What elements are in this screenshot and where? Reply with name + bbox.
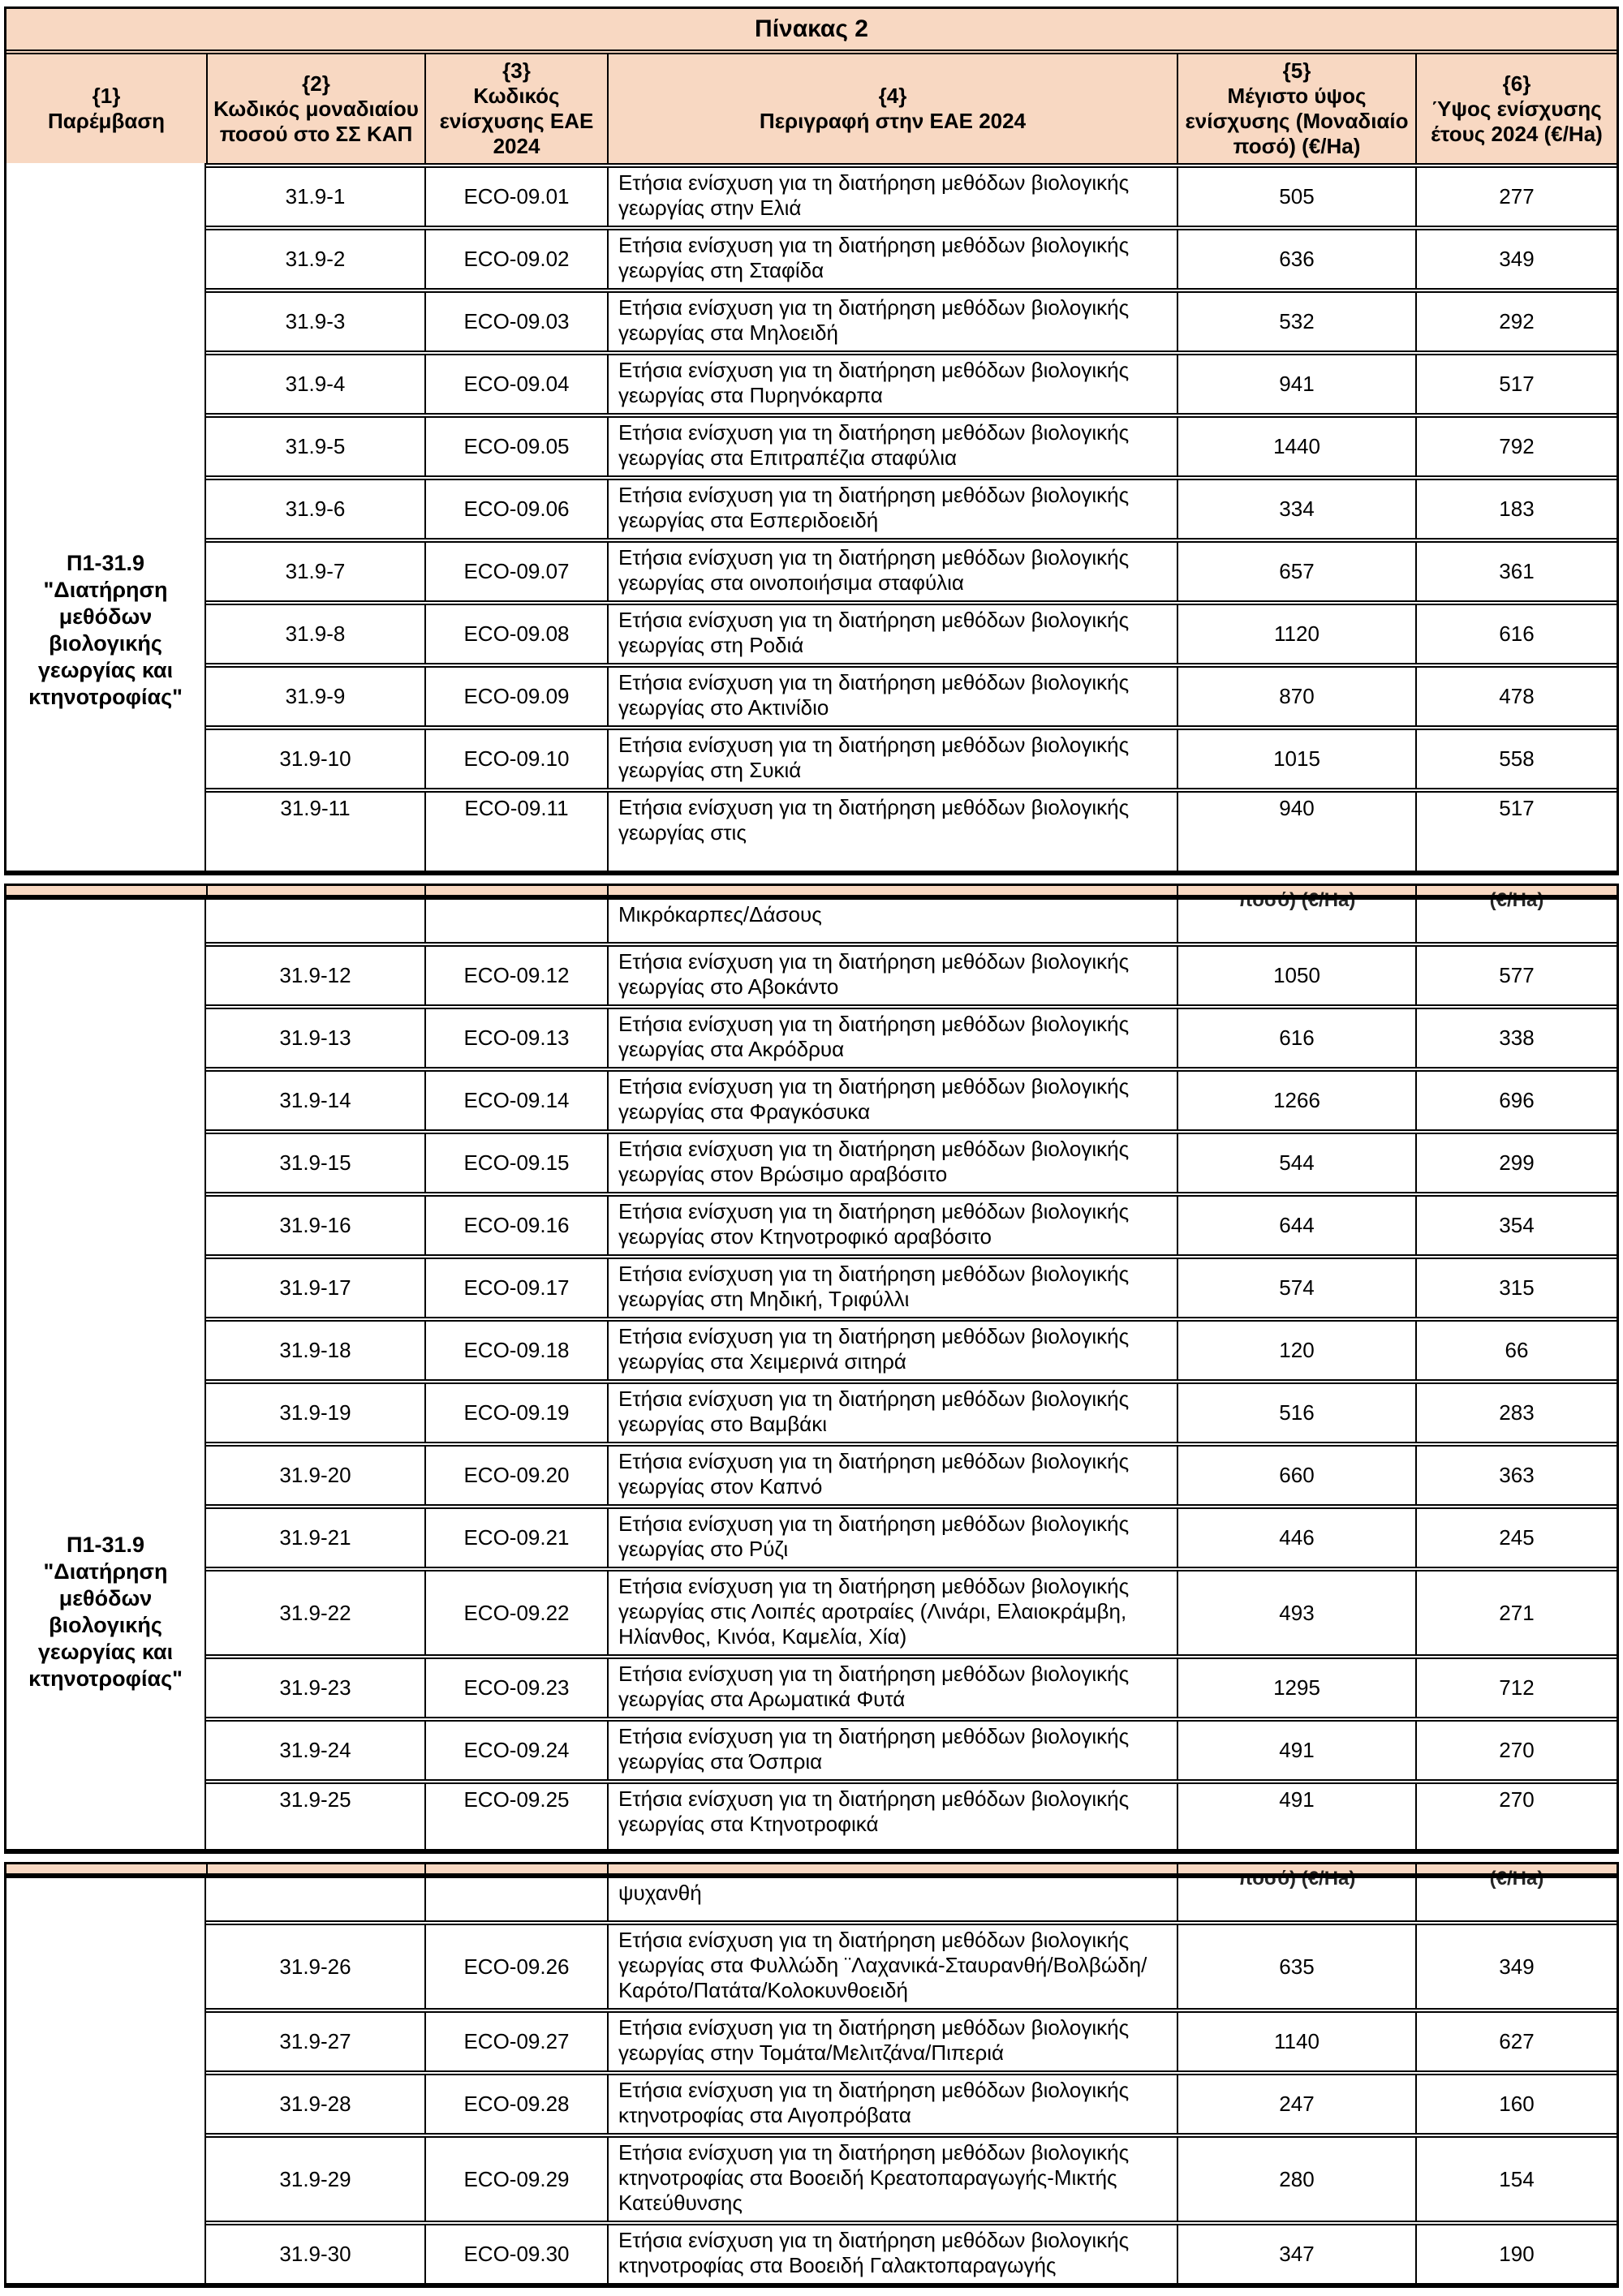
continuation-row bbox=[206, 1878, 1617, 1920]
unit-amount-code-cell: 31.9-15 bbox=[279, 1150, 351, 1175]
description-continuation-cell: Μικρόκαρπες/Δάσους bbox=[607, 900, 1177, 942]
continuation-row bbox=[206, 900, 1617, 942]
max-aid-cell: 1050 bbox=[1177, 947, 1415, 1004]
aid-code-cell: ECO-09.14 bbox=[424, 1072, 607, 1129]
intervention-cell bbox=[6, 1878, 206, 2283]
max-aid-cell: 516 bbox=[1177, 1384, 1415, 1442]
aid-code-cell: ECO-09.08 bbox=[424, 605, 607, 663]
strip-cell-clipped-text: ποσό) (€/Ha) bbox=[1177, 886, 1415, 895]
aid-code-cell: ECO-09.26 bbox=[424, 1925, 607, 2008]
unit-amount-code-cell: 31.9-27 bbox=[279, 2029, 351, 2053]
column-header-description bbox=[607, 54, 1177, 163]
column-tag: {3} bbox=[502, 58, 531, 83]
column-tag: {1} bbox=[92, 84, 121, 108]
aid-2024-cell: 712 bbox=[1415, 1659, 1617, 1717]
unit-amount-code-cell: 31.9-9 bbox=[285, 684, 346, 708]
max-aid-cell: 334 bbox=[1177, 480, 1415, 538]
table-row bbox=[206, 1004, 1617, 1067]
column-header-intervention bbox=[6, 54, 206, 163]
aid-code-cell: ECO-09.04 bbox=[424, 355, 607, 413]
aid-2024-cell: 270 bbox=[1415, 1784, 1617, 1849]
intervention-cell bbox=[6, 900, 206, 1849]
table-row bbox=[206, 1504, 1617, 1567]
max-aid-cell: 532 bbox=[1177, 293, 1415, 350]
description-cell: Ετήσια ενίσχυση για τη διατήρηση μεθόδων βιολογικής γεωργίας στην Τομάτα/Μελιτζάνα/Πιπεριά bbox=[607, 2013, 1177, 2070]
unit-amount-code-cell: 31.9-5 bbox=[285, 434, 346, 458]
table-row bbox=[206, 600, 1617, 663]
unit-amount-code-cell: 31.9-19 bbox=[279, 1400, 351, 1425]
description-cell: Ετήσια ενίσχυση για τη διατήρηση μεθόδων βιολογικής γεωργίας στην Ελιά bbox=[607, 168, 1177, 226]
pagebreak-header-strip bbox=[6, 886, 1617, 911]
aid-code-cell: ECO-09.20 bbox=[424, 1447, 607, 1504]
table-row bbox=[206, 1779, 1617, 1849]
unit-amount-code-cell: 31.9-3 bbox=[285, 309, 346, 333]
column-label: Κωδικός ενίσχυσης ΕΑΕ 2024 bbox=[439, 84, 594, 158]
table-row bbox=[206, 413, 1617, 475]
table-row bbox=[206, 2008, 1617, 2070]
unit-amount-code-cell: 31.9-21 bbox=[279, 1525, 351, 1550]
table-title: Πίνακας 2 bbox=[6, 9, 1617, 49]
table-row bbox=[206, 1129, 1617, 1192]
aid-2024-cell: 245 bbox=[1415, 1509, 1617, 1567]
column-header-aid-code bbox=[424, 54, 607, 163]
description-cell: Ετήσια ενίσχυση για τη διατήρηση μεθόδων βιολογικής γεωργίας στα Όσπρια bbox=[607, 1722, 1177, 1779]
aid-code-cell: ECO-09.02 bbox=[424, 230, 607, 288]
aid-code-cell: ECO-09.19 bbox=[424, 1384, 607, 1442]
description-cell: Ετήσια ενίσχυση για τη διατήρηση μεθόδων βιολογικής γεωργίας στα Φραγκόσυκα bbox=[607, 1072, 1177, 1129]
aid-2024-cell: 66 bbox=[1415, 1322, 1617, 1379]
column-header-unit-amount-code bbox=[206, 54, 424, 163]
max-aid-cell: 505 bbox=[1177, 168, 1415, 226]
description-cell: Ετήσια ενίσχυση για τη διατήρηση μεθόδων βιολογικής γεωργίας στα Χειμερινά σιτηρά bbox=[607, 1322, 1177, 1379]
table-row bbox=[206, 1192, 1617, 1254]
aid-2024-cell: 558 bbox=[1415, 730, 1617, 788]
aid-2024-cell: 315 bbox=[1415, 1259, 1617, 1317]
max-aid-cell: 616 bbox=[1177, 1009, 1415, 1067]
table-row bbox=[206, 1717, 1617, 1779]
aid-2024-cell: 183 bbox=[1415, 480, 1617, 538]
table-row bbox=[206, 1067, 1617, 1129]
table-row bbox=[206, 350, 1617, 413]
table-row bbox=[206, 475, 1617, 538]
description-cell: Ετήσια ενίσχυση για τη διατήρηση μεθόδων βιολογικής γεωργίας στις bbox=[607, 793, 1177, 871]
aid-2024-cell: 517 bbox=[1415, 793, 1617, 871]
aid-code-cell: ECO-09.05 bbox=[424, 418, 607, 475]
max-aid-cell: 1266 bbox=[1177, 1072, 1415, 1129]
table-row bbox=[206, 1442, 1617, 1504]
max-aid-cell: 280 bbox=[1177, 2138, 1415, 2221]
description-continuation-cell: ψυχανθή bbox=[607, 1878, 1177, 1920]
column-tag: {4} bbox=[878, 84, 907, 108]
column-label: Κωδικός μοναδιαίου ποσού στο ΣΣ ΚΑΠ bbox=[213, 96, 419, 146]
aid-2024-cell: 299 bbox=[1415, 1134, 1617, 1192]
max-aid-cell: 1440 bbox=[1177, 418, 1415, 475]
aid-2024-cell: 517 bbox=[1415, 355, 1617, 413]
description-cell: Ετήσια ενίσχυση για τη διατήρηση μεθόδων βιολογικής γεωργίας στο Ακτινίδιο bbox=[607, 668, 1177, 725]
unit-amount-code-cell: 31.9-29 bbox=[279, 2166, 351, 2191]
description-cell: Ετήσια ενίσχυση για τη διατήρηση μεθόδων βιολογικής γεωργίας στις Λοιπές αροτραίες (Λινάρι, Ελαιοκράμβη, Ηλίανθος, Κινόα, Καμελία, Χία) bbox=[607, 1572, 1177, 1654]
aid-2024-cell: 616 bbox=[1415, 605, 1617, 663]
aid-code-cell: ECO-09.15 bbox=[424, 1134, 607, 1192]
description-cell: Ετήσια ενίσχυση για τη διατήρηση μεθόδων βιολογικής γεωργίας στα Πυρηνόκαρπα bbox=[607, 355, 1177, 413]
intervention-name: "Διατήρηση μεθόδων βιολογικής γεωργίας και κτηνοτροφίας" bbox=[28, 1559, 183, 1691]
aid-code-cell: ECO-09.09 bbox=[424, 668, 607, 725]
table-row bbox=[206, 163, 1617, 226]
strip-cell-clipped-text: ποσό) (€/Ha) bbox=[1177, 1864, 1415, 1873]
unit-amount-code-cell: 31.9-6 bbox=[285, 497, 346, 521]
column-label: Παρέμβαση bbox=[47, 109, 165, 133]
aid-2024-cell: 577 bbox=[1415, 947, 1617, 1004]
unit-amount-code-cell: 31.9-10 bbox=[279, 746, 351, 771]
aid-2024-cell: 478 bbox=[1415, 668, 1617, 725]
table-row bbox=[206, 1317, 1617, 1379]
column-tag: {6} bbox=[1502, 71, 1531, 96]
aid-code-cell: ECO-09.18 bbox=[424, 1322, 607, 1379]
description-cell: Ετήσια ενίσχυση για τη διατήρηση μεθόδων βιολογικής γεωργίας στα Φυλλώδη ¨Λαχανικά-Σταυρανθή/Βολβώδη/Καρότο/Πατάτα/Κολοκυνθοειδή bbox=[607, 1925, 1177, 2008]
unit-amount-code-cell: 31.9-1 bbox=[285, 184, 346, 209]
max-aid-cell: 493 bbox=[1177, 1572, 1415, 1654]
max-aid-cell: 870 bbox=[1177, 668, 1415, 725]
description-cell: Ετήσια ενίσχυση για τη διατήρηση μεθόδων βιολογικής γεωργίας στη Συκιά bbox=[607, 730, 1177, 788]
aid-code-cell: ECO-09.06 bbox=[424, 480, 607, 538]
aid-code-cell: ECO-09.24 bbox=[424, 1722, 607, 1779]
unit-amount-code-cell: 31.9-24 bbox=[279, 1738, 351, 1762]
unit-amount-code-cell: 31.9-2 bbox=[285, 247, 346, 271]
description-cell: Ετήσια ενίσχυση για τη διατήρηση μεθόδων βιολογικής γεωργίας στον Βρώσιμο αραβόσιτο bbox=[607, 1134, 1177, 1192]
strip-cell bbox=[206, 1864, 424, 1873]
max-aid-cell: 1295 bbox=[1177, 1659, 1415, 1717]
table-row bbox=[206, 725, 1617, 788]
aid-2024-cell: 271 bbox=[1415, 1572, 1617, 1654]
intervention-cell bbox=[6, 163, 206, 871]
aid-code-cell: ECO-09.22 bbox=[424, 1572, 607, 1654]
column-tag: {5} bbox=[1282, 58, 1311, 83]
aid-2024-cell: 338 bbox=[1415, 1009, 1617, 1067]
column-label: Περιγραφή στην ΕΑΕ 2024 bbox=[759, 109, 1027, 133]
aid-code-cell bbox=[424, 900, 607, 942]
aid-code-cell: ECO-09.30 bbox=[424, 2225, 607, 2283]
max-aid-cell: 941 bbox=[1177, 355, 1415, 413]
aid-2024-cell: 792 bbox=[1415, 418, 1617, 475]
unit-amount-code-cell: 31.9-4 bbox=[285, 372, 346, 396]
unit-amount-code-cell: 31.9-30 bbox=[279, 2242, 351, 2266]
table-row bbox=[206, 788, 1617, 871]
unit-amount-code-cell: 31.9-23 bbox=[279, 1675, 351, 1700]
strip-cell bbox=[607, 886, 1177, 895]
aid-code-cell: ECO-09.03 bbox=[424, 293, 607, 350]
unit-amount-code-cell: 31.9-11 bbox=[280, 796, 351, 820]
aid-code-cell: ECO-09.21 bbox=[424, 1509, 607, 1567]
table-segment-3 bbox=[4, 1862, 1619, 2288]
unit-amount-code-cell: 31.9-28 bbox=[279, 2092, 351, 2116]
description-cell: Ετήσια ενίσχυση για τη διατήρηση μεθόδων βιολογικής κτηνοτροφίας στα Βοοειδή Κρεατοπαραγωγής-Μικτής Κατεύθυνσης bbox=[607, 2138, 1177, 2221]
aid-code-cell: ECO-09.16 bbox=[424, 1197, 607, 1254]
intervention-name: "Διατήρηση μεθόδων βιολογικής γεωργίας και κτηνοτροφίας" bbox=[28, 577, 183, 709]
table-row bbox=[206, 942, 1617, 1004]
aid-2024-cell: 349 bbox=[1415, 1925, 1617, 2008]
table-row bbox=[206, 1654, 1617, 1717]
intervention-label bbox=[6, 1532, 204, 1692]
aid-code-cell: ECO-09.01 bbox=[424, 168, 607, 226]
description-cell: Ετήσια ενίσχυση για τη διατήρηση μεθόδων βιολογικής γεωργίας στη Σταφίδα bbox=[607, 230, 1177, 288]
max-aid-cell: 644 bbox=[1177, 1197, 1415, 1254]
max-aid-cell: 247 bbox=[1177, 2075, 1415, 2133]
aid-2024-cell: 696 bbox=[1415, 1072, 1617, 1129]
column-label: Μέγιστο ύψος ενίσχυσης (Μοναδιαίο ποσό) (€/Ha) bbox=[1185, 84, 1409, 158]
description-cell: Ετήσια ενίσχυση για τη διατήρηση μεθόδων βιολογικής γεωργίας στα Μηλοειδή bbox=[607, 293, 1177, 350]
strip-cell bbox=[424, 1864, 607, 1873]
table-row bbox=[206, 538, 1617, 600]
strip-cell-clipped-text: (€/Ha) bbox=[1415, 1864, 1617, 1873]
aid-2024-cell: 354 bbox=[1415, 1197, 1617, 1254]
document-page bbox=[4, 6, 1619, 2288]
description-cell: Ετήσια ενίσχυση για τη διατήρηση μεθόδων βιολογικής γεωργίας στον Κτηνοτροφικό αραβόσιτο bbox=[607, 1197, 1177, 1254]
aid-2024-cell: 270 bbox=[1415, 1722, 1617, 1779]
max-aid-cell: 1120 bbox=[1177, 605, 1415, 663]
intervention-label bbox=[6, 550, 204, 711]
description-cell: Ετήσια ενίσχυση για τη διατήρηση μεθόδων βιολογικής γεωργίας στο Βαμβάκι bbox=[607, 1384, 1177, 1442]
aid-code-cell: ECO-09.13 bbox=[424, 1009, 607, 1067]
aid-2024-cell: 160 bbox=[1415, 2075, 1617, 2133]
aid-code-cell bbox=[424, 1878, 607, 1920]
unit-amount-code-cell: 31.9-17 bbox=[279, 1275, 351, 1300]
pagebreak-header-strip bbox=[6, 1864, 1617, 1890]
aid-code-cell: ECO-09.29 bbox=[424, 2138, 607, 2221]
aid-code-cell: ECO-09.25 bbox=[424, 1784, 607, 1849]
aid-2024-cell: 190 bbox=[1415, 2225, 1617, 2283]
description-cell: Ετήσια ενίσχυση για τη διατήρηση μεθόδων βιολογικής γεωργίας στα Επιτραπέζια σταφύλια bbox=[607, 418, 1177, 475]
strip-cell bbox=[607, 1864, 1177, 1873]
aid-code-cell: ECO-09.23 bbox=[424, 1659, 607, 1717]
max-aid-cell: 636 bbox=[1177, 230, 1415, 288]
unit-amount-code-cell: 31.9-25 bbox=[279, 1787, 351, 1812]
aid-2024-cell: 277 bbox=[1415, 168, 1617, 226]
unit-amount-code-cell: 31.9-20 bbox=[279, 1463, 351, 1487]
aid-code-cell: ECO-09.17 bbox=[424, 1259, 607, 1317]
unit-amount-code-cell: 31.9-18 bbox=[279, 1338, 351, 1362]
aid-2024-cell: 154 bbox=[1415, 2138, 1617, 2221]
unit-amount-code-cell bbox=[206, 1878, 424, 1920]
column-header-aid-2024 bbox=[1415, 54, 1617, 163]
description-cell: Ετήσια ενίσχυση για τη διατήρηση μεθόδων βιολογικής κτηνοτροφίας στα Αιγοπρόβατα bbox=[607, 2075, 1177, 2133]
table-row bbox=[206, 226, 1617, 288]
unit-amount-code-cell: 31.9-13 bbox=[279, 1025, 351, 1050]
aid-2024-cell: 292 bbox=[1415, 293, 1617, 350]
strip-cell bbox=[6, 886, 206, 895]
description-cell: Ετήσια ενίσχυση για τη διατήρηση μεθόδων βιολογικής γεωργίας στη Μηδική, Τριφύλλι bbox=[607, 1259, 1177, 1317]
aid-code-cell: ECO-09.27 bbox=[424, 2013, 607, 2070]
table-segment-1 bbox=[4, 6, 1619, 875]
max-aid-cell: 657 bbox=[1177, 543, 1415, 600]
intervention-code: Π1-31.9 bbox=[66, 1532, 145, 1557]
table-row bbox=[206, 1379, 1617, 1442]
strip-cell bbox=[206, 886, 424, 895]
column-label: Ύψος ενίσχυσης έτους 2024 (€/Ha) bbox=[1431, 96, 1603, 146]
unit-amount-code-cell: 31.9-22 bbox=[279, 1600, 351, 1625]
description-cell: Ετήσια ενίσχυση για τη διατήρηση μεθόδων βιολογικής γεωργίας στα Εσπεριδοειδή bbox=[607, 480, 1177, 538]
aid-2024-cell: 627 bbox=[1415, 2013, 1617, 2070]
table-segment-2 bbox=[4, 884, 1619, 1854]
description-cell: Ετήσια ενίσχυση για τη διατήρηση μεθόδων βιολογικής γεωργίας στα Κτηνοτροφικά bbox=[607, 1784, 1177, 1849]
description-cell: Ετήσια ενίσχυση για τη διατήρηση μεθόδων βιολογικής γεωργίας στο Ρύζι bbox=[607, 1509, 1177, 1567]
description-cell: Ετήσια ενίσχυση για τη διατήρηση μεθόδων βιολογικής γεωργίας στα Αρωματικά Φυτά bbox=[607, 1659, 1177, 1717]
intervention-code: Π1-31.9 bbox=[66, 550, 145, 575]
max-aid-cell: 491 bbox=[1177, 1722, 1415, 1779]
max-aid-cell: 574 bbox=[1177, 1259, 1415, 1317]
table-row bbox=[206, 663, 1617, 725]
unit-amount-code-cell: 31.9-16 bbox=[279, 1213, 351, 1237]
table-row bbox=[206, 2133, 1617, 2221]
strip-cell bbox=[424, 886, 607, 895]
max-aid-cell: 544 bbox=[1177, 1134, 1415, 1192]
max-aid-cell: 940 bbox=[1177, 793, 1415, 871]
strip-cell-clipped-text: (€/Ha) bbox=[1415, 886, 1617, 895]
aid-code-cell: ECO-09.07 bbox=[424, 543, 607, 600]
unit-amount-code-cell: 31.9-14 bbox=[279, 1088, 351, 1112]
description-cell: Ετήσια ενίσχυση για τη διατήρηση μεθόδων βιολογικής γεωργίας στα οινοποιήσιμα σταφύλια bbox=[607, 543, 1177, 600]
aid-2024-cell: 349 bbox=[1415, 230, 1617, 288]
unit-amount-code-cell: 31.9-7 bbox=[285, 559, 346, 583]
aid-2024-cell: 283 bbox=[1415, 1384, 1617, 1442]
aid-code-cell: ECO-09.10 bbox=[424, 730, 607, 788]
max-aid-cell: 635 bbox=[1177, 1925, 1415, 2008]
unit-amount-code-cell bbox=[206, 900, 424, 942]
max-aid-cell: 347 bbox=[1177, 2225, 1415, 2283]
description-cell: Ετήσια ενίσχυση για τη διατήρηση μεθόδων βιολογικής γεωργίας στο Αβοκάντο bbox=[607, 947, 1177, 1004]
unit-amount-code-cell: 31.9-12 bbox=[279, 963, 351, 987]
aid-2024-cell: 361 bbox=[1415, 543, 1617, 600]
max-aid-cell: 660 bbox=[1177, 1447, 1415, 1504]
table-header bbox=[6, 49, 1617, 163]
max-aid-cell: 1140 bbox=[1177, 2013, 1415, 2070]
aid-code-cell: ECO-09.12 bbox=[424, 947, 607, 1004]
unit-amount-code-cell: 31.9-8 bbox=[285, 621, 346, 646]
max-aid-cell: 120 bbox=[1177, 1322, 1415, 1379]
aid-code-cell: ECO-09.28 bbox=[424, 2075, 607, 2133]
max-aid-cell: 491 bbox=[1177, 1784, 1415, 1849]
table-row bbox=[206, 1254, 1617, 1317]
table-row bbox=[206, 288, 1617, 350]
table-row bbox=[206, 2221, 1617, 2283]
table-row bbox=[206, 1920, 1617, 2008]
strip-cell bbox=[6, 1864, 206, 1873]
column-tag: {2} bbox=[302, 71, 330, 96]
aid-2024-cell: 363 bbox=[1415, 1447, 1617, 1504]
max-aid-cell: 1015 bbox=[1177, 730, 1415, 788]
column-header-max-aid bbox=[1177, 54, 1415, 163]
max-aid-cell: 446 bbox=[1177, 1509, 1415, 1567]
description-cell: Ετήσια ενίσχυση για τη διατήρηση μεθόδων βιολογικής γεωργίας στον Καπνό bbox=[607, 1447, 1177, 1504]
description-cell: Ετήσια ενίσχυση για τη διατήρηση μεθόδων βιολογικής γεωργίας στη Ροδιά bbox=[607, 605, 1177, 663]
description-cell: Ετήσια ενίσχυση για τη διατήρηση μεθόδων βιολογικής κτηνοτροφίας στα Βοοειδή Γαλακτοπαραγωγής bbox=[607, 2225, 1177, 2283]
description-cell: Ετήσια ενίσχυση για τη διατήρηση μεθόδων βιολογικής γεωργίας στα Ακρόδρυα bbox=[607, 1009, 1177, 1067]
table-row bbox=[206, 2070, 1617, 2133]
unit-amount-code-cell: 31.9-26 bbox=[279, 1954, 351, 1979]
aid-code-cell: ECO-09.11 bbox=[424, 793, 607, 871]
table-row bbox=[206, 1567, 1617, 1654]
